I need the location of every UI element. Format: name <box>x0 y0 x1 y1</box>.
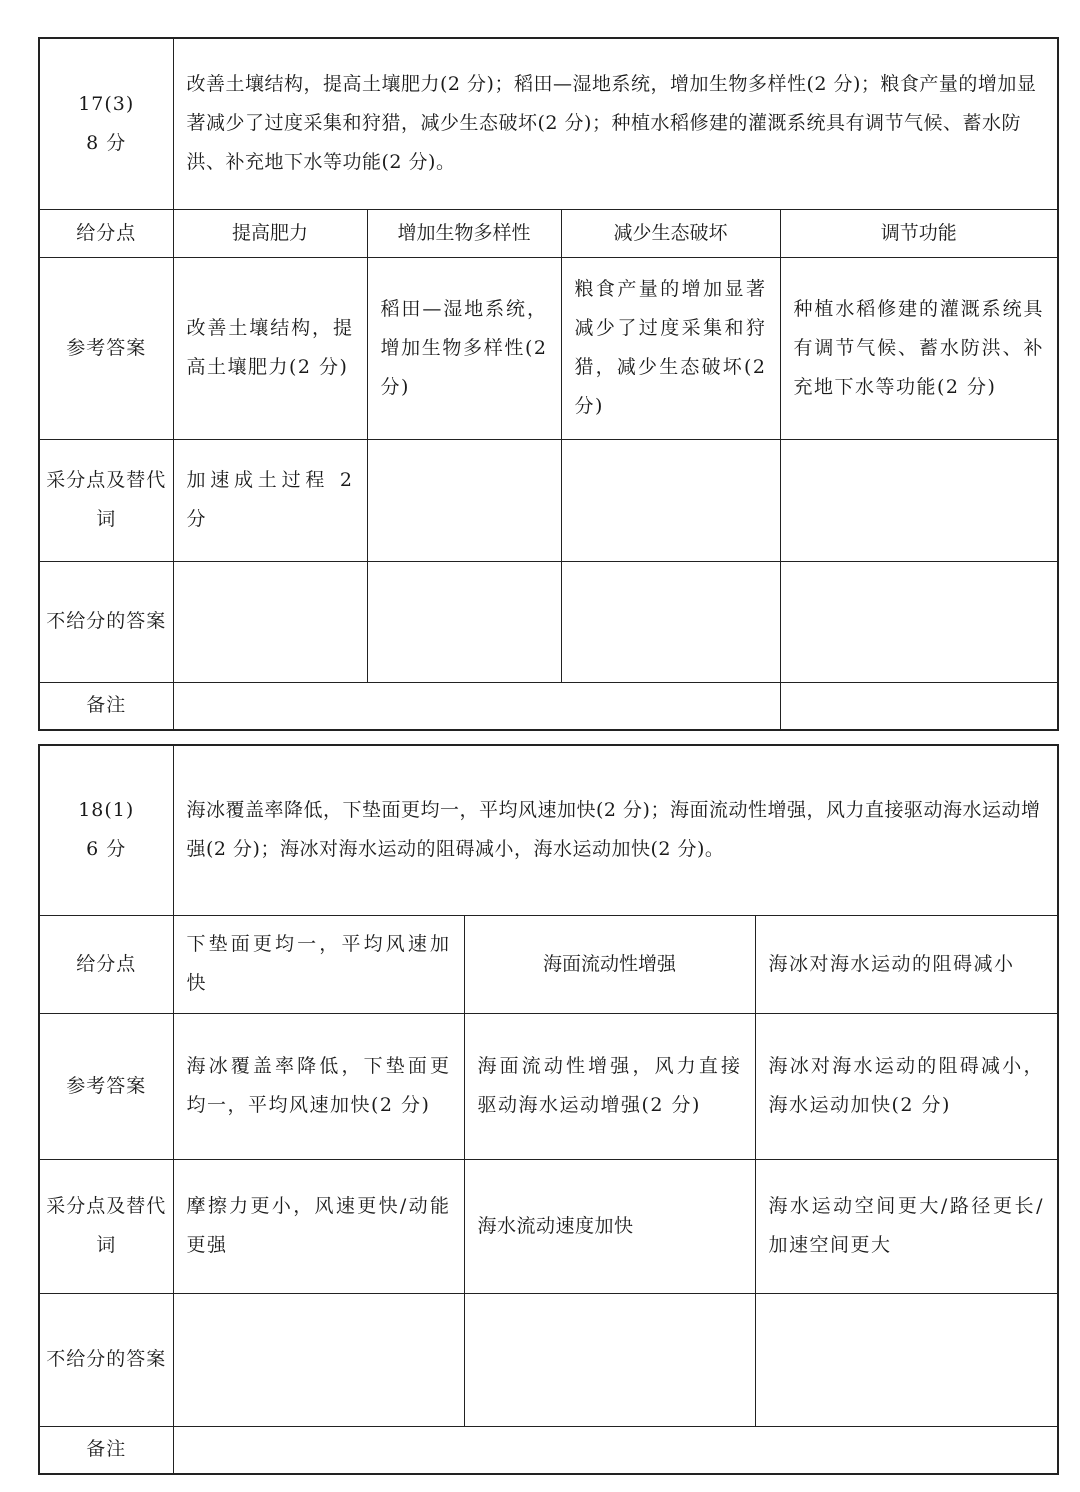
alternative-cell <box>367 439 561 561</box>
no-credit-cell <box>561 561 780 682</box>
row-label-no-credit: 不给分的答案 <box>39 1293 173 1426</box>
row-label-points: 给分点 <box>39 209 173 257</box>
row-label-remarks: 备注 <box>39 1426 173 1474</box>
question-number: 17(3) <box>78 92 135 115</box>
reference-cell: 稻田—湿地系统，增加生物多样性(2 分) <box>367 257 561 439</box>
row-label-remarks: 备注 <box>39 682 173 730</box>
question-number: 18(1) <box>78 799 135 822</box>
alternatives-row <box>39 1159 1058 1293</box>
row-label-alternatives: 采分点及替代词 <box>39 1159 173 1293</box>
reference-cell: 海冰覆盖率降低，下垫面更均一，平均风速加快(2 分) <box>173 1013 464 1159</box>
reference-cell: 种植水稻修建的灌溉系统具有调节气候、蓄水防洪、补充地下水等功能(2 分) <box>780 257 1058 439</box>
point-cell: 海冰对海水运动的阻碍减小 <box>755 915 1058 1013</box>
point-cell: 海面流动性增强 <box>464 915 755 1013</box>
reference-cell: 海冰对海水运动的阻碍减小，海水运动加快(2 分) <box>755 1013 1058 1159</box>
question-number-cell <box>39 38 173 209</box>
full-answer: 改善土壤结构，提高土壤肥力(2 分)；稻田—湿地系统，增加生物多样性(2 分)；粮食产量的增加显著减少了过度采集和狩猎，减少生态破坏(2 分)；种植水稻修建的灌溉系统具有调节气候、蓄水防洪、补充地下水等功能(2 分)。 <box>173 38 1058 209</box>
alternative-cell: 海水运动空间更大/路径更长/加速空间更大 <box>755 1159 1058 1293</box>
row-label-points: 给分点 <box>39 915 173 1013</box>
no-credit-row <box>39 1293 1058 1426</box>
alternative-cell <box>561 439 780 561</box>
no-credit-cell <box>780 561 1058 682</box>
row-label-no-credit: 不给分的答案 <box>39 561 173 682</box>
remark-cell <box>173 682 780 730</box>
question-score: 8 分 <box>86 131 127 154</box>
point-cell: 增加生物多样性 <box>367 209 561 257</box>
no-credit-cell <box>173 1293 464 1426</box>
remark-cell <box>173 1426 1058 1474</box>
reference-row <box>39 257 1058 439</box>
question-number-cell <box>39 745 173 915</box>
no-credit-cell <box>755 1293 1058 1426</box>
points-row <box>39 915 1058 1013</box>
alternative-cell: 加速成土过程 2 分 <box>173 439 367 561</box>
no-credit-row <box>39 561 1058 682</box>
no-credit-cell <box>173 561 367 682</box>
alternative-cell: 海水流动速度加快 <box>464 1159 755 1293</box>
reference-cell: 改善土壤结构，提高土壤肥力(2 分) <box>173 257 367 439</box>
full-answer: 海冰覆盖率降低，下垫面更均一，平均风速加快(2 分)；海面流动性增强，风力直接驱动海水运动增强(2 分)；海冰对海水运动的阻碍减小，海水运动加快(2 分)。 <box>173 745 1058 915</box>
remarks-row <box>39 682 1058 730</box>
alternatives-row <box>39 439 1058 561</box>
no-credit-cell <box>367 561 561 682</box>
alternative-cell <box>780 439 1058 561</box>
row-label-reference: 参考答案 <box>39 1013 173 1159</box>
row-label-alternatives: 采分点及替代词 <box>39 439 173 561</box>
grading-table-q17 <box>38 37 1059 731</box>
point-cell: 提高肥力 <box>173 209 367 257</box>
reference-cell: 粮食产量的增加显著减少了过度采集和狩猎，减少生态破坏(2 分) <box>561 257 780 439</box>
point-cell: 调节功能 <box>780 209 1058 257</box>
reference-row <box>39 1013 1058 1159</box>
alternative-cell: 摩擦力更小，风速更快/动能更强 <box>173 1159 464 1293</box>
remarks-row <box>39 1426 1058 1474</box>
reference-cell: 海面流动性增强，风力直接驱动海水运动增强(2 分) <box>464 1013 755 1159</box>
no-credit-cell <box>464 1293 755 1426</box>
question-score: 6 分 <box>86 838 127 861</box>
row-label-reference: 参考答案 <box>39 257 173 439</box>
point-cell: 下垫面更均一，平均风速加快 <box>173 915 464 1013</box>
point-cell: 减少生态破坏 <box>561 209 780 257</box>
points-row <box>39 209 1058 257</box>
question-row <box>39 745 1058 915</box>
grading-table-q18 <box>38 744 1059 1475</box>
remark-cell <box>780 682 1058 730</box>
question-row <box>39 38 1058 209</box>
